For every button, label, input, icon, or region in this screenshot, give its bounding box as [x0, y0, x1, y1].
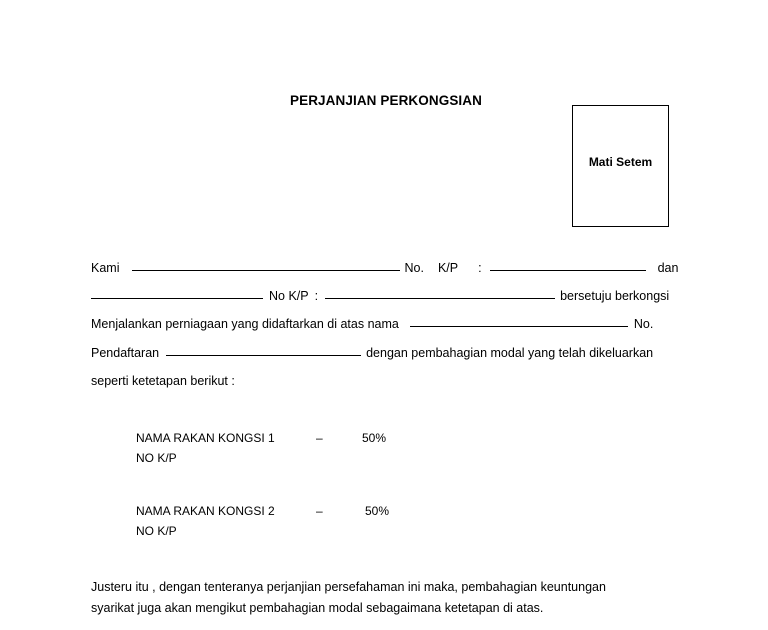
closing-line-1: Justeru itu , dengan tenteranya perjanjian persefahaman ini maka, pembahagian keuntungan — [91, 580, 606, 594]
partner-1-share: 50% — [362, 431, 387, 445]
partner-1-name: NAMA RAKAN KONGSI 1 — [136, 431, 275, 445]
name-blank-1 — [132, 269, 400, 271]
partner-1-kp: NO K/P — [136, 451, 177, 465]
colon: : — [314, 289, 319, 303]
body-line-4 — [91, 346, 653, 360]
kp-blank-2 — [325, 297, 555, 299]
stamp-box — [572, 105, 669, 227]
body-line-5 — [91, 374, 235, 388]
partner-2-name: NAMA RAKAN KONGSI 2 — [136, 504, 275, 518]
document-title: PERJANJIAN PERKONGSIAN — [290, 93, 482, 108]
name-blank-2 — [91, 297, 263, 299]
kami-label: Kami — [91, 261, 120, 275]
ketetapan-text: seperti ketetapan berikut : — [91, 374, 235, 388]
closing-line-2: syarikat juga akan mengikut pembahagian modal sebagaimana ketetapan di atas. — [91, 601, 544, 615]
pembahagian-text: dengan pembahagian modal yang telah dikeluarkan — [366, 346, 654, 360]
colon: : — [478, 261, 482, 275]
business-name-blank — [410, 325, 628, 327]
no-label: No. — [633, 317, 654, 331]
body-line-1 — [91, 261, 678, 275]
kp-label: K/P — [437, 261, 459, 275]
body-line-2 — [91, 289, 669, 303]
partner-2-dash: – — [316, 504, 323, 518]
no-label: No. — [404, 261, 424, 275]
dan-label: dan — [657, 261, 679, 275]
pendaftaran-label: Pendaftaran — [91, 346, 160, 360]
partner-2-share: 50% — [365, 504, 390, 518]
partner-2-kp: NO K/P — [136, 524, 177, 538]
no-kp-label: No K/P — [269, 289, 309, 303]
bersetuju-text: bersetuju berkongsi — [560, 289, 670, 303]
stamp-label: Mati Setem — [588, 155, 653, 169]
partner-1-dash: – — [316, 431, 323, 445]
perniagaan-text: Menjalankan perniagaan yang didaftarkan di atas nama — [91, 317, 399, 331]
kp-blank-1 — [490, 269, 646, 271]
body-line-3 — [91, 317, 653, 331]
registration-blank — [166, 354, 361, 356]
